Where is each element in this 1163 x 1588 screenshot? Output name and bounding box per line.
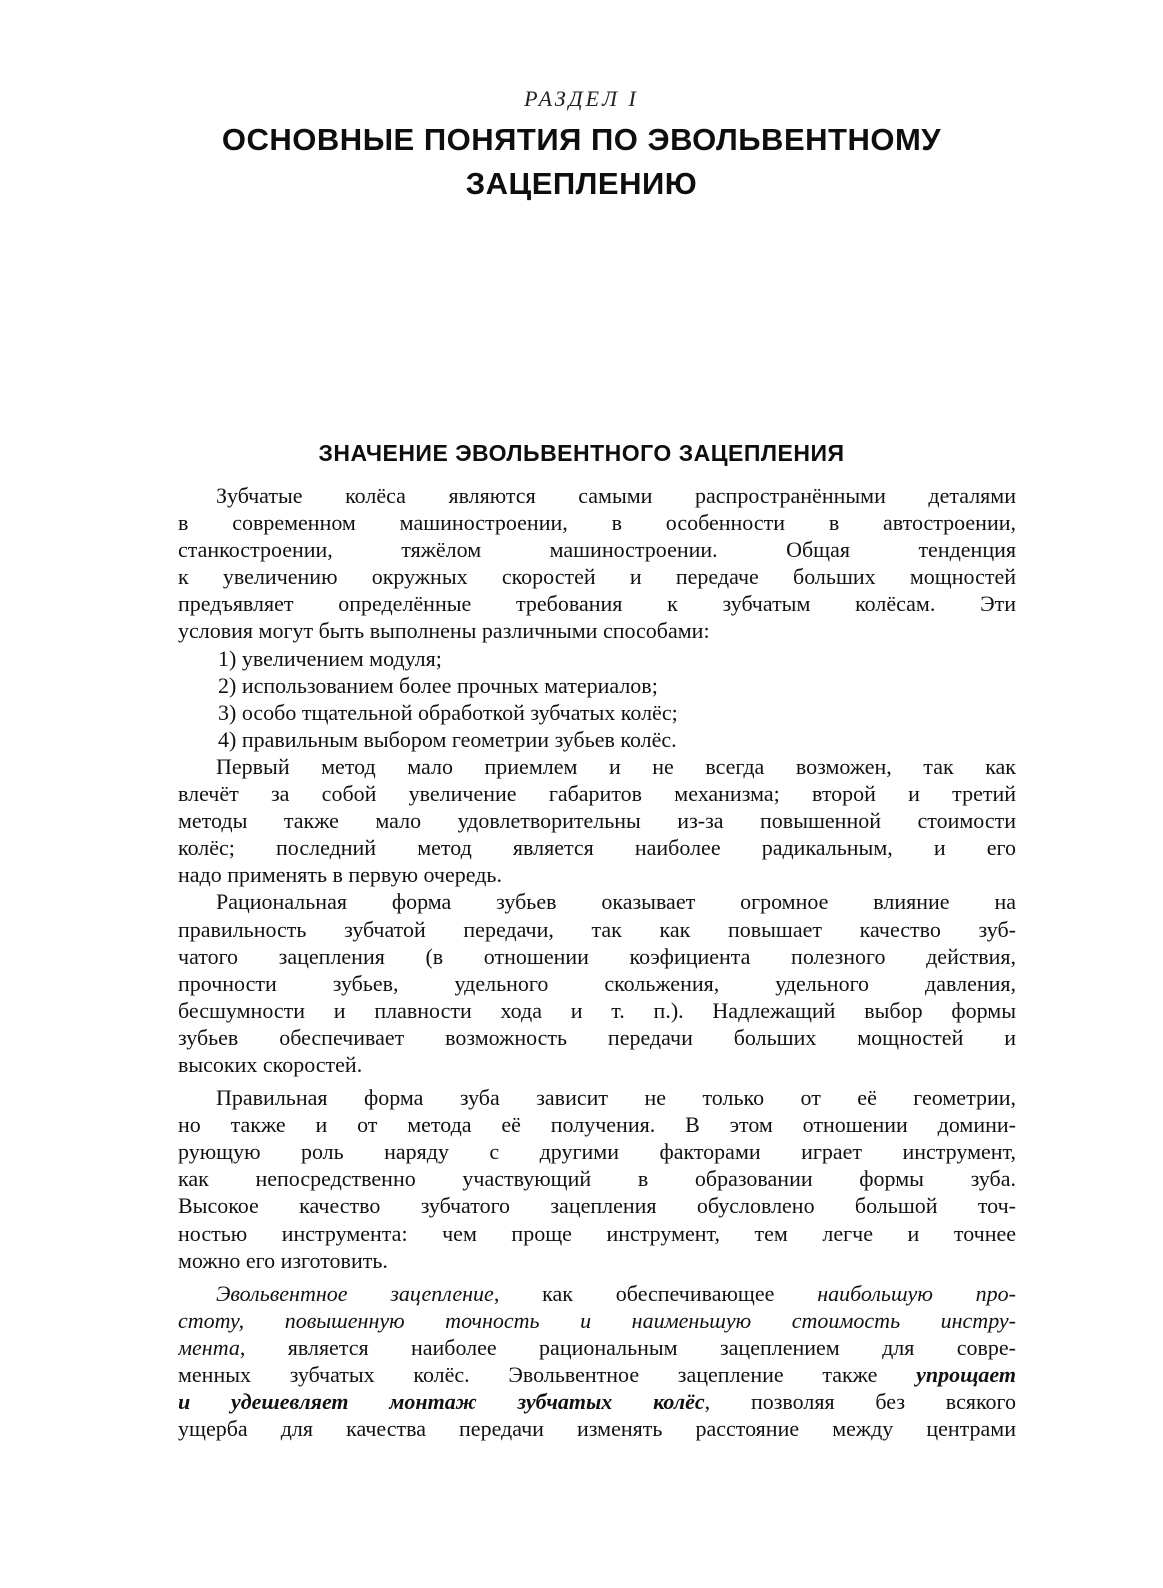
paragraph-4-line-4: как непосредственно участвующий в образовании формы зуба.: [178, 1166, 1016, 1192]
paragraph-3-line-4: прочности зубьев, удельного скольжения, удельного давления,: [178, 970, 1016, 996]
paragraph-2-line-2: влечёт за собой увеличение габаритов механизма; второй и третий: [178, 781, 1016, 807]
paragraph-5-line-3: [178, 1334, 1016, 1361]
chapter-title: [0, 118, 1163, 206]
paragraph-4-line-1: Правильная форма зуба зависит не только от её геометрии,: [216, 1085, 1016, 1111]
paragraph-2-line-5: надо применять в первую очередь.: [178, 862, 502, 888]
chapter-title-line-2: ЗАЦЕПЛЕНИЮ: [465, 166, 698, 201]
paragraph-1-line-1: Зубчатые колёса являются самыми распространёнными деталями: [216, 483, 1016, 508]
paragraph-5-line-4-emphasis: упрощает: [916, 1362, 1016, 1387]
paragraph-2-line-3: методы также мало удовлетворительны из-за повышенной стоимости: [178, 808, 1016, 834]
paragraph-5-line-6: ущерба для качества передачи изменять расстояние между центрами: [178, 1416, 1016, 1442]
paragraph-5-line-1: [178, 1280, 1016, 1307]
paragraph-5-line-1-plain: , как обеспечивающее: [493, 1280, 818, 1306]
paragraph-3-line-6: зубьев обеспечивает возможность передачи больших мощностей и: [178, 1024, 1016, 1050]
paragraph-3-line-2: правильность зубчатой передачи, так как повышает качество зуб-: [178, 916, 1016, 942]
term-involute-gearing: Эвольвентное зацепление: [216, 1280, 494, 1306]
paragraph-5-line-2: стоту, повышенную точность и наименьшую стоимость инстру-: [178, 1307, 1016, 1333]
paragraph-4-line-3: рующую роль наряду с другими факторами играет инструмент,: [178, 1139, 1016, 1165]
paragraph-1-line-4: к увеличению окружных скоростей и передаче больших мощностей: [178, 564, 1016, 590]
paragraph-3-line-3: чатого зацепления (в отношении коэфициента полезного действия,: [178, 943, 1016, 969]
paragraph-3-line-5: бесшумности и плавности хода и т. п.). Надлежащий выбор формы: [178, 997, 1016, 1023]
chapter-title-line-1: ОСНОВНЫЕ ПОНЯТИЯ ПО ЭВОЛЬВЕНТНОМУ: [221, 122, 942, 157]
paragraph-5-line-5: [178, 1388, 1016, 1415]
paragraph-5-line-5-plain: , позволяя без всякого: [704, 1389, 1016, 1415]
section-label: РАЗДЕЛ I: [524, 86, 639, 111]
paragraph-3-line-7: высоких скоростей.: [178, 1051, 363, 1077]
list-item-2: 2) использованием более прочных материалов;: [218, 672, 658, 698]
paragraph-5-line-4: [178, 1361, 1016, 1388]
list-item-4: 4) правильным выбором геометрии зубьев колёс.: [218, 726, 677, 752]
paragraph-2-line-1: Первый метод мало приемлем и не всегда возможен, так как: [216, 753, 1016, 779]
section-heading: ЗНАЧЕНИЕ ЭВОЛЬВЕНТНОГО ЗАЦЕПЛЕНИЯ: [318, 440, 845, 466]
paragraph-2-line-4: колёс; последний метод является наиболее радикальным, и его: [178, 835, 1016, 861]
paragraph-4-line-5: Высокое качество зубчатого зацепления обусловлено большой точ-: [178, 1193, 1016, 1219]
paragraph-5-line-3-emphasis: мента: [178, 1334, 240, 1360]
list-item-1: 1) увеличением модуля;: [218, 645, 442, 671]
list-item-3: 3) особо тщательной обработкой зубчатых колёс;: [218, 699, 678, 725]
paragraph-5-line-1-emphasis: наибольшую про-: [817, 1280, 1016, 1306]
paragraph-4-line-6: ностью инструмента: чем проще инструмент, тем легче и точнее: [178, 1220, 1016, 1246]
paragraph-5-line-3-plain: , является наиболее рациональным зацеплением для совре-: [239, 1334, 1016, 1360]
paragraph-5-line-4-plain: менных зубчатых колёс. Эвольвентное зацепление также: [178, 1362, 917, 1387]
paragraph-1-line-6: условия могут быть выполнены различными способами:: [178, 618, 710, 644]
paragraph-1-line-2: в современном машиностроении, в особенности в автостроении,: [178, 510, 1016, 536]
paragraph-1-line-3: станкостроении, тяжёлом машиностроении. Общая тенденция: [178, 537, 1016, 563]
paragraph-4-line-7: можно его изготовить.: [178, 1247, 388, 1273]
paragraph-3-line-1: Рациональная форма зубьев оказывает огромное влияние на: [216, 889, 1016, 915]
paragraph-1-line-5: предъявляет определённые требования к зубчатым колёсам. Эти: [178, 591, 1016, 617]
paragraph-4-line-2: но также и от метода её получения. В этом отношении домини-: [178, 1112, 1016, 1138]
body-text: [178, 482, 1016, 1442]
paragraph-5-line-5-emphasis: и удешевляет монтаж зубчатых колёс: [178, 1389, 705, 1415]
